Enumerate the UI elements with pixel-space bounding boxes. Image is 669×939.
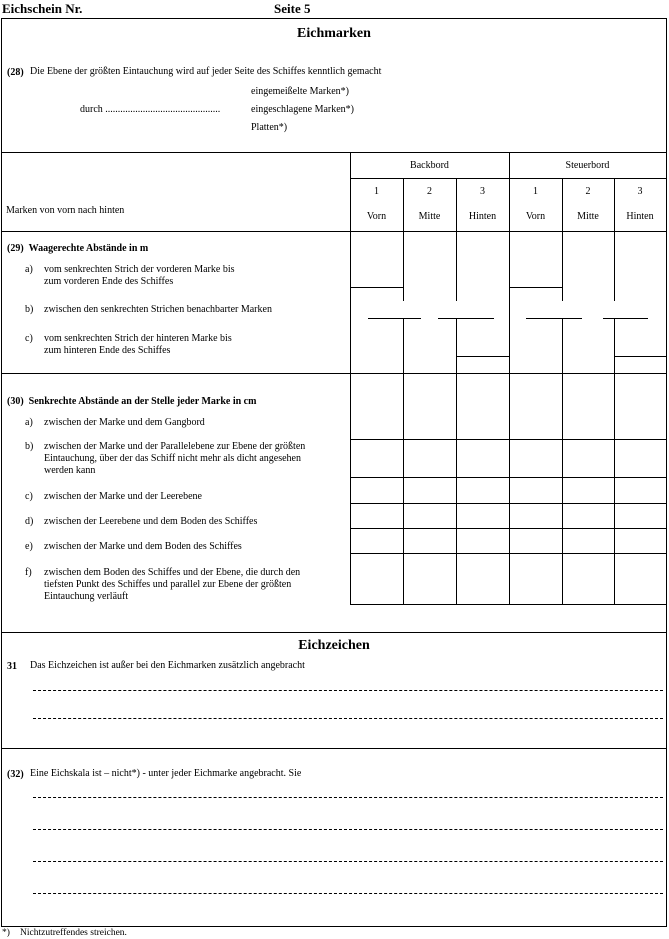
table-line <box>614 318 615 373</box>
q29-c-line1: vom senkrechten Strich der hinteren Marke bis <box>44 333 232 344</box>
row-label-marks: Marken von vorn nach hinten <box>6 205 125 216</box>
footnote-mark: *) <box>2 928 10 938</box>
q28-text: Die Ebene der größten Eintauchung wird auf jeder Seite des Schiffes kenntlich gemacht <box>30 66 382 77</box>
table-line <box>350 503 666 504</box>
q30-b-letter: b) <box>25 441 34 452</box>
q29-a-line2: zum vorderen Ende des Schiffes <box>44 276 174 287</box>
table-line <box>603 318 648 319</box>
table-line <box>456 373 457 604</box>
eichzeichen-title: Eichzeichen <box>298 638 370 653</box>
col-number: 2 <box>585 186 591 197</box>
table-line <box>350 439 666 440</box>
q29-b-line1: zwischen den senkrechten Strichen benachbarter Marken <box>44 304 272 315</box>
table-line <box>456 356 509 357</box>
group-backbord: Backbord <box>410 160 449 171</box>
col-name: Vorn <box>525 211 546 222</box>
answer-line[interactable] <box>33 829 663 830</box>
table-line <box>350 604 666 605</box>
col-number: 2 <box>427 186 432 197</box>
q30-b-line2: Eintauchung, über der das Schiff nicht mehr als dicht angesehen <box>44 453 301 464</box>
q30-f-letter: f) <box>25 567 32 578</box>
form-frame <box>1 18 667 927</box>
answer-line[interactable] <box>33 893 663 894</box>
col-name: Mitte <box>418 211 441 222</box>
q28-number: (28) <box>7 67 24 78</box>
q30-a-letter: a) <box>25 417 33 428</box>
table-line <box>509 287 562 288</box>
q30-a-line1: zwischen der Marke und dem Gangbord <box>44 417 205 428</box>
col-number: 1 <box>533 186 538 197</box>
q30-number: (30) <box>7 396 24 407</box>
q31-number: 31 <box>7 661 17 672</box>
col-name: Hinten <box>626 211 654 222</box>
footnote-text: Nichtzutreffendes streichen. <box>20 928 127 938</box>
table-line <box>456 318 457 373</box>
table-line <box>350 287 403 288</box>
q30-f-line3: Eintauchung verläuft <box>44 591 129 602</box>
col-name: Hinten <box>468 211 497 222</box>
q32-number: (32) <box>7 769 24 780</box>
q29-title: Waagerechte Abstände in m <box>28 243 149 254</box>
table-line <box>614 231 615 301</box>
q28-option-2: eingeschlagene Marken*) <box>251 104 355 115</box>
table-line <box>562 318 563 373</box>
q28-durch-line: durch .............................................. <box>80 104 221 115</box>
q30-b-line1: zwischen der Marke und der Parallelebene zur Ebene der größten <box>44 441 306 452</box>
q30-d-line1: zwischen der Leerebene und dem Boden des Schiffes <box>44 516 258 527</box>
col-number: 3 <box>637 186 643 197</box>
table-line <box>526 318 582 319</box>
q29-b-letter: b) <box>25 304 34 315</box>
table-line <box>1 231 667 232</box>
table-line <box>403 318 404 373</box>
col-name: Mitte <box>577 211 599 222</box>
q31-text: Das Eichzeichen ist außer bei den Eichmarken zusätzlich angebracht <box>30 660 305 671</box>
divider <box>1 632 667 633</box>
table-line <box>350 553 666 554</box>
q30-c-letter: c) <box>25 491 33 502</box>
table-line <box>350 528 666 529</box>
q30-f-line1: zwischen dem Boden des Schiffes und der Ebene, die durch den <box>44 567 301 578</box>
answer-line[interactable] <box>33 718 663 719</box>
table-line <box>438 318 494 319</box>
q28-option-1: eingemeißelte Marken*) <box>251 86 350 97</box>
table-line <box>562 231 563 301</box>
table-line <box>350 477 666 478</box>
table-line <box>368 318 421 319</box>
q32-text: Eine Eichskala ist – nicht*) - unter jeder Eichmarke angebracht. Sie <box>30 768 302 779</box>
q29-a-letter: a) <box>25 264 33 275</box>
q30-d-letter: d) <box>25 516 34 527</box>
q30-e-line1: zwischen der Marke und dem Boden des Schiffes <box>44 541 242 552</box>
q28-option-3: Platten*) <box>251 122 288 133</box>
q30-e-letter: e) <box>25 541 33 552</box>
table-line <box>456 231 457 301</box>
table-line <box>562 373 563 604</box>
table-line <box>614 356 666 357</box>
answer-line[interactable] <box>33 861 663 862</box>
q30-c-line1: zwischen der Marke und der Leerebene <box>44 491 202 502</box>
q30-f-line2: tiefsten Punkt des Schiffes und parallel zur Ebene der größten <box>44 579 292 590</box>
col-number: 1 <box>374 186 379 197</box>
table-line <box>614 373 615 604</box>
answer-line[interactable] <box>33 797 663 798</box>
q29-c-line2: zum hinteren Ende des Schiffes <box>44 345 171 356</box>
table-line <box>666 152 667 604</box>
q29-a-line1: vom senkrechten Strich der vorderen Marke bis <box>44 264 235 275</box>
divider <box>1 152 667 153</box>
q29-c-letter: c) <box>25 333 33 344</box>
q30-b-line3: werden kann <box>44 465 96 476</box>
certificate-number-label: Eichschein Nr. <box>2 1 83 16</box>
table-line <box>1 373 667 374</box>
group-steuerbord: Steuerbord <box>565 160 610 171</box>
eichmarken-title: Eichmarken <box>297 26 371 41</box>
divider <box>1 748 667 749</box>
table-line <box>403 231 404 301</box>
page-number: Seite 5 <box>274 1 311 16</box>
table-line <box>350 178 666 179</box>
q29-number: (29) <box>7 243 24 254</box>
table-line <box>403 373 404 604</box>
q30-title: Senkrechte Abstände an der Stelle jeder Marke in cm <box>28 396 257 407</box>
answer-line[interactable] <box>33 690 663 691</box>
col-name: Vorn <box>366 211 387 222</box>
col-number: 3 <box>480 186 485 197</box>
